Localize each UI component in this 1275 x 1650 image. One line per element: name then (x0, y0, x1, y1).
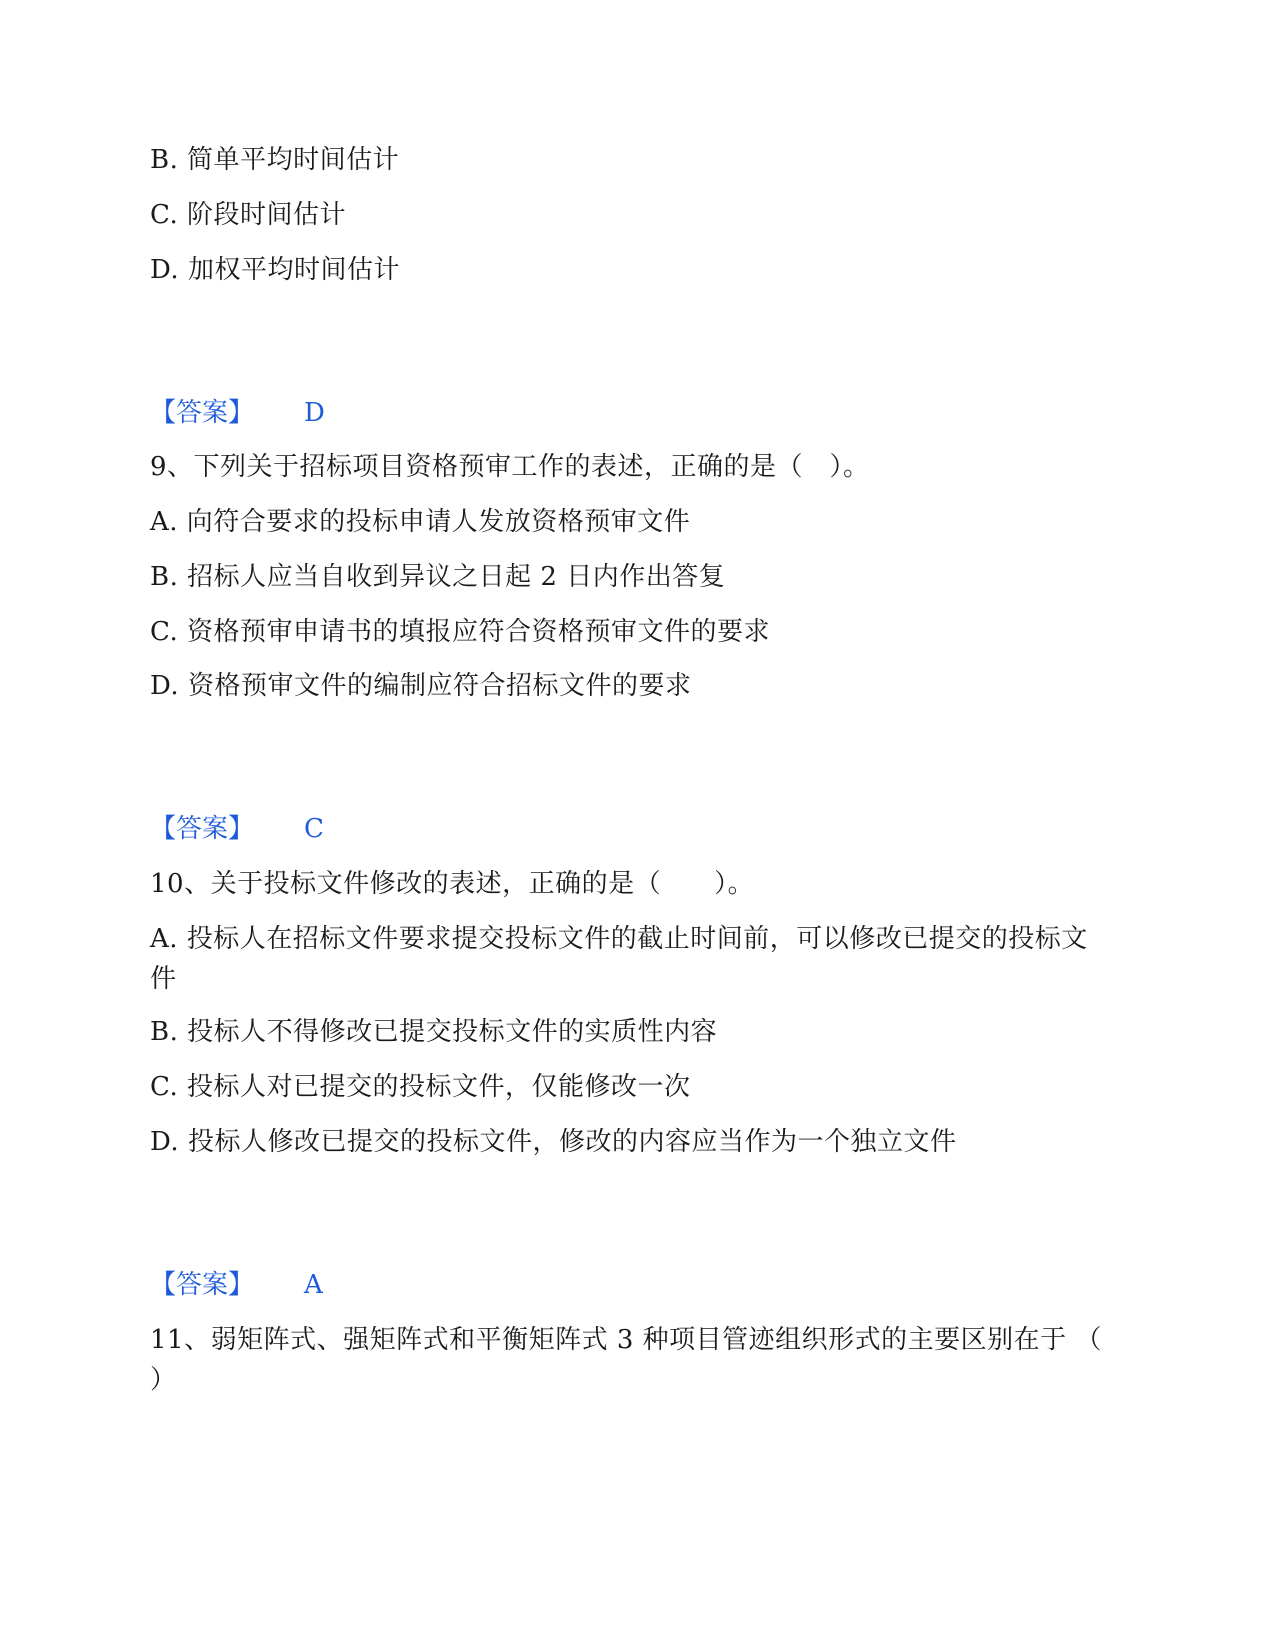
q8-option-d: D. 加权平均时间估计 (150, 255, 400, 285)
answer-label: 【答案】 (150, 1270, 255, 1300)
answer-value: C (304, 814, 324, 844)
q9-answer (150, 809, 324, 849)
q9-option-d: D. 资格预审文件的编制应符合招标文件的要求 (150, 671, 692, 701)
q9-question: 9、下列关于招标项目资格预审工作的表述，正确的是（ ）。 (150, 452, 870, 482)
answer-label: 【答案】 (150, 398, 255, 428)
q8-answer (150, 393, 325, 433)
q10-question: 10、关于投标文件修改的表述，正确的是（ ）。 (150, 869, 755, 899)
q8-option-c: C. 阶段时间估计 (150, 200, 346, 230)
q10-option-c: C. 投标人对已提交的投标文件，仅能修改一次 (150, 1072, 691, 1102)
q10-option-b: B. 投标人不得修改已提交投标文件的实质性内容 (150, 1017, 718, 1047)
q10-answer (150, 1265, 323, 1305)
answer-value: A (304, 1270, 323, 1300)
answer-value: D (304, 398, 325, 428)
q11-question: 11、弱矩阵式、强矩阵式和平衡矩阵式 3 种项目管迹组织形式的主要区别在于 （ ） (150, 1325, 1102, 1395)
q8-option-b: B. 简单平均时间估计 (150, 145, 400, 175)
q9-option-c: C. 资格预审申请书的填报应符合资格预审文件的要求 (150, 617, 770, 647)
q9-option-b: B. 招标人应当自收到异议之日起 2 日内作出答复 (150, 562, 726, 592)
answer-label: 【答案】 (150, 814, 255, 844)
q10-option-a: A. 投标人在招标文件要求提交投标文件的截止时间前，可以修改已提交的投标文件 (150, 924, 1088, 994)
q9-option-a: A. 向符合要求的投标申请人发放资格预审文件 (150, 507, 691, 537)
q10-option-d: D. 投标人修改已提交的投标文件，修改的内容应当作为一个独立文件 (150, 1127, 957, 1157)
